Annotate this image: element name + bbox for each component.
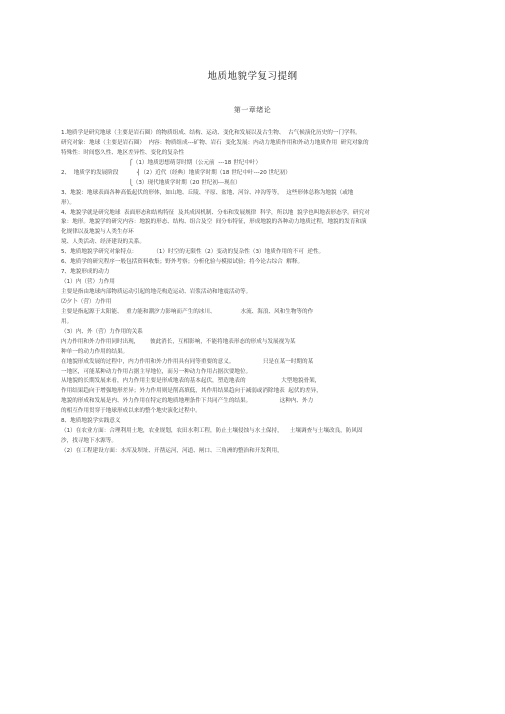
text-line: ⎧（1）地质思想萌芽时期（公元前 ---18 世纪中叶） [61,159,262,166]
text-line: 2、 地质学的发展阶段 ⎨（2）近代（经典）地质学时期（18 世纪中叶---20 世纪初） [61,169,291,176]
text-line: 5、地质地貌学研究对象特点： （1）时空的无限性（2）变动的复杂性（3）地质作用的不可 逆性。 [61,249,325,256]
text-line: 8、地质地貌学实践意义 [61,418,121,425]
text-line: 用。 [61,318,73,325]
text-line: 内力作用和外力作用同时出现， 彼此消长，互相影响，不能将地表形态的形成与发展视为某 [61,338,296,345]
text-line: 种单一的动力作用的结果。 [61,348,129,355]
text-line: 的相互作用贯穿于地球形成以来的整个地史演化过程中。 [61,408,201,415]
text-line: （3）内、外（营）力作用的关系 [61,328,143,335]
text-line: （1）内（营）力作用 [61,279,115,286]
text-line: 形）。 [61,199,75,206]
text-line: 主要是指起源于太阳能、 重力能和潮汐力影响而产生的冰川、 水流、海浪、风和生物等的作 [61,308,314,315]
text-line: 境、人类活动、经济建设的关系。 [61,239,145,246]
text-line: 从地貌的长期发展来看，内力作用主要是形成地表的基本起伏，塑造地表的 大型地貌骨架， [61,378,321,385]
text-line: 3、地貌：地球表面各种高低起伏的形体，如山地、丘陵、平原、盆地、河谷、冲沟等等， 这些形体总称为地貌（或地 [61,189,354,196]
text-line: 一地区，可能某种动力作用占据主导地位，而另一种动力作用占据次要地位。 [61,368,252,375]
text-line: 特殊性：时间悠久性、地区差异性、变化的复杂性 [61,149,185,156]
text-line: ⑵夕卜（营）力作用 [61,298,112,305]
text-line: 在地貌形成发展的过程中，内力作用和外力作用具有同等重要的意义。 只是在某一时期的某 [61,358,314,365]
text-line: （2）在工程建设方面：水库及坝址、开凿运河，河道、闸口、三角洲的整治和开发利用， [61,448,283,454]
text-line: 4、地貌学就是研究地球 表面形态和结构特征 及其成因机制、分布和发展规律 科学，所以地 貌学也叫地表形态学。研究对 [61,209,370,216]
text-line: 主要是指由地球内部物质运动引起的地壳构造运动、岩浆活动和地震活动等。 [61,289,252,295]
chapter-heading: 第一章绪论 [233,106,272,114]
text-line: 象：地形。地貌学的研究内容：地貌的形态、结构、组合及空 间分布特征，形成地貌的各种动力地质过程，地貌的发育和演 [61,219,367,226]
text-line: 沙，找寻地下水源等。 [61,438,117,445]
text-line: 化规律以及地貌与人类生存环 [61,229,134,236]
document-title: 地质地貌学复习提纲 [207,71,298,82]
text-line: 7、地貌形成的动力 [61,269,110,276]
text-line: 6、地质学的研究程序一般包括资料收集；野外考察；分析化验与模拟试验；将今论古综合 解释。 [61,259,304,266]
text-line: ⎩（3）现代地质学时期（20 世纪初---现在） [61,179,241,186]
text-line: 1.地质学是研究地球（主要是岩石圈）的物质组成、结构、运动、变化和发展以及古生物、 古气候演化历史的一门学科。 [61,130,361,136]
text-line: 地貌的形成和发展是内、外力作用在特定的地质地理条件下共同产生的结果。 这种内、外力 [61,398,314,405]
body-text [61,129,457,457]
text-line: 研究对象：地球（主要是岩石圈） 内容：物质组成---矿物、岩石 变化发展：内动力地质作用和外动力地质作用 研究对象的 [61,139,369,146]
text-line: （1）在农业方面：合理利用土地，农业规划，农田水利工程，防止土壤侵蚀与水土保持， 土壤调查与土壤改良，防风固 [61,428,363,435]
text-line: 作用结果趋向于增强地形差异；外力作用则是削高填低，其作用结果趋向于减弱或消除地表 起伏的差异， [61,388,322,395]
